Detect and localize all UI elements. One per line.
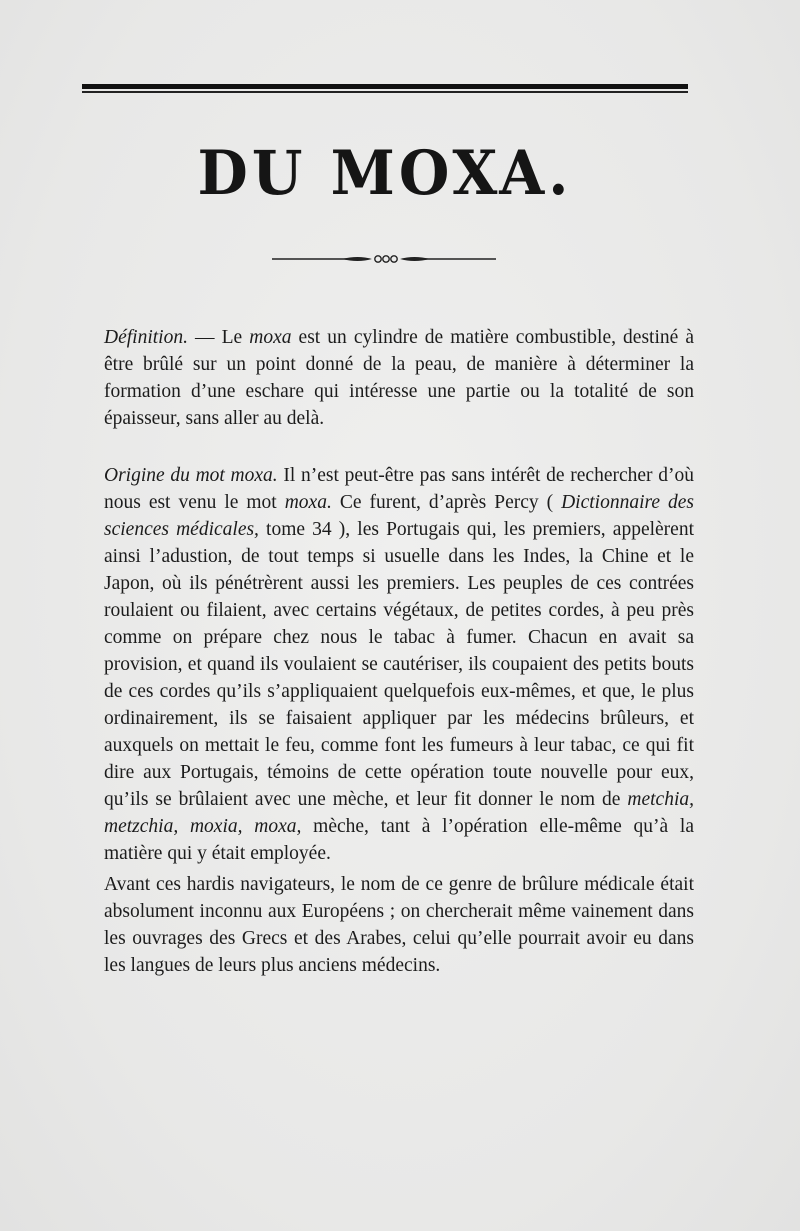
body-text: [104, 324, 694, 979]
origine-paragraph: Origine du mot moxa. Il n’est peut-être pas sans intérêt de rechercher d’où nous est venu le mot moxa. Ce furent, d’après Percy ( Dictionnaire des sciences médicales, tome 34 ), les Portugais qui, les premiers, appelèrent ainsi l’adustion, de tout temps si usuelle dans les Indes, la Chine et le Japon, où ils pénétrèrent aussi les premiers. Les peuples de ces contrées roulaient ou filaient, avec certains végétaux, de petites cordes, à peu près comme on prépare chez nous le tabac à fumer. Chacun en avait sa provision, et quand ils voulaient se cautériser, ils coupaient des petits bouts de ces cordes qu’ils s’appliquaient quelquefois eux-mêmes, et que, le plus ordinairement, ils se faisaient appliquer par les médecins brûleurs, et auxquels on mettait le feu, comme font les fumeurs à leur tabac, ce qui fit dire aux Portugais, témoins de cette opération toute nouvelle pour eux, qu’ils se brûlaient avec une mèche, et leur fit donner le nom de metchia, metzchia, moxia, moxa, mèche, tant à l’opération elle-même qu’à la matière qui y était employée.: [104, 465, 694, 864]
header-double-rule: [82, 84, 688, 94]
avant-paragraph: Avant ces hardis navigateurs, le nom de ce genre de brûlure médicale était absolument inconnu aux Européens ; on chercherait même vainement dans les ouvrages des Grecs et des Arabes, celui qu’elle pourrait avoir eu dans les langues de leurs plus anciens médecins.: [104, 874, 694, 976]
chapter-title: DU MOXA.: [197, 137, 573, 209]
origine-label: Origine du mot moxa.: [104, 465, 278, 486]
thick-rule: [82, 84, 688, 89]
definition-label: Définition.: [104, 327, 188, 348]
definition-paragraph: Définition. — Le moxa est un cylindre de matière combustible, destiné à être brûlé sur un point donné de la peau, de manière à déterminer la formation d’une eschare qui intéresse une partie ou la totalité de son épaisseur, sans aller au delà.: [104, 327, 694, 429]
thin-rule: [82, 91, 688, 93]
ornament-divider: [272, 252, 496, 266]
